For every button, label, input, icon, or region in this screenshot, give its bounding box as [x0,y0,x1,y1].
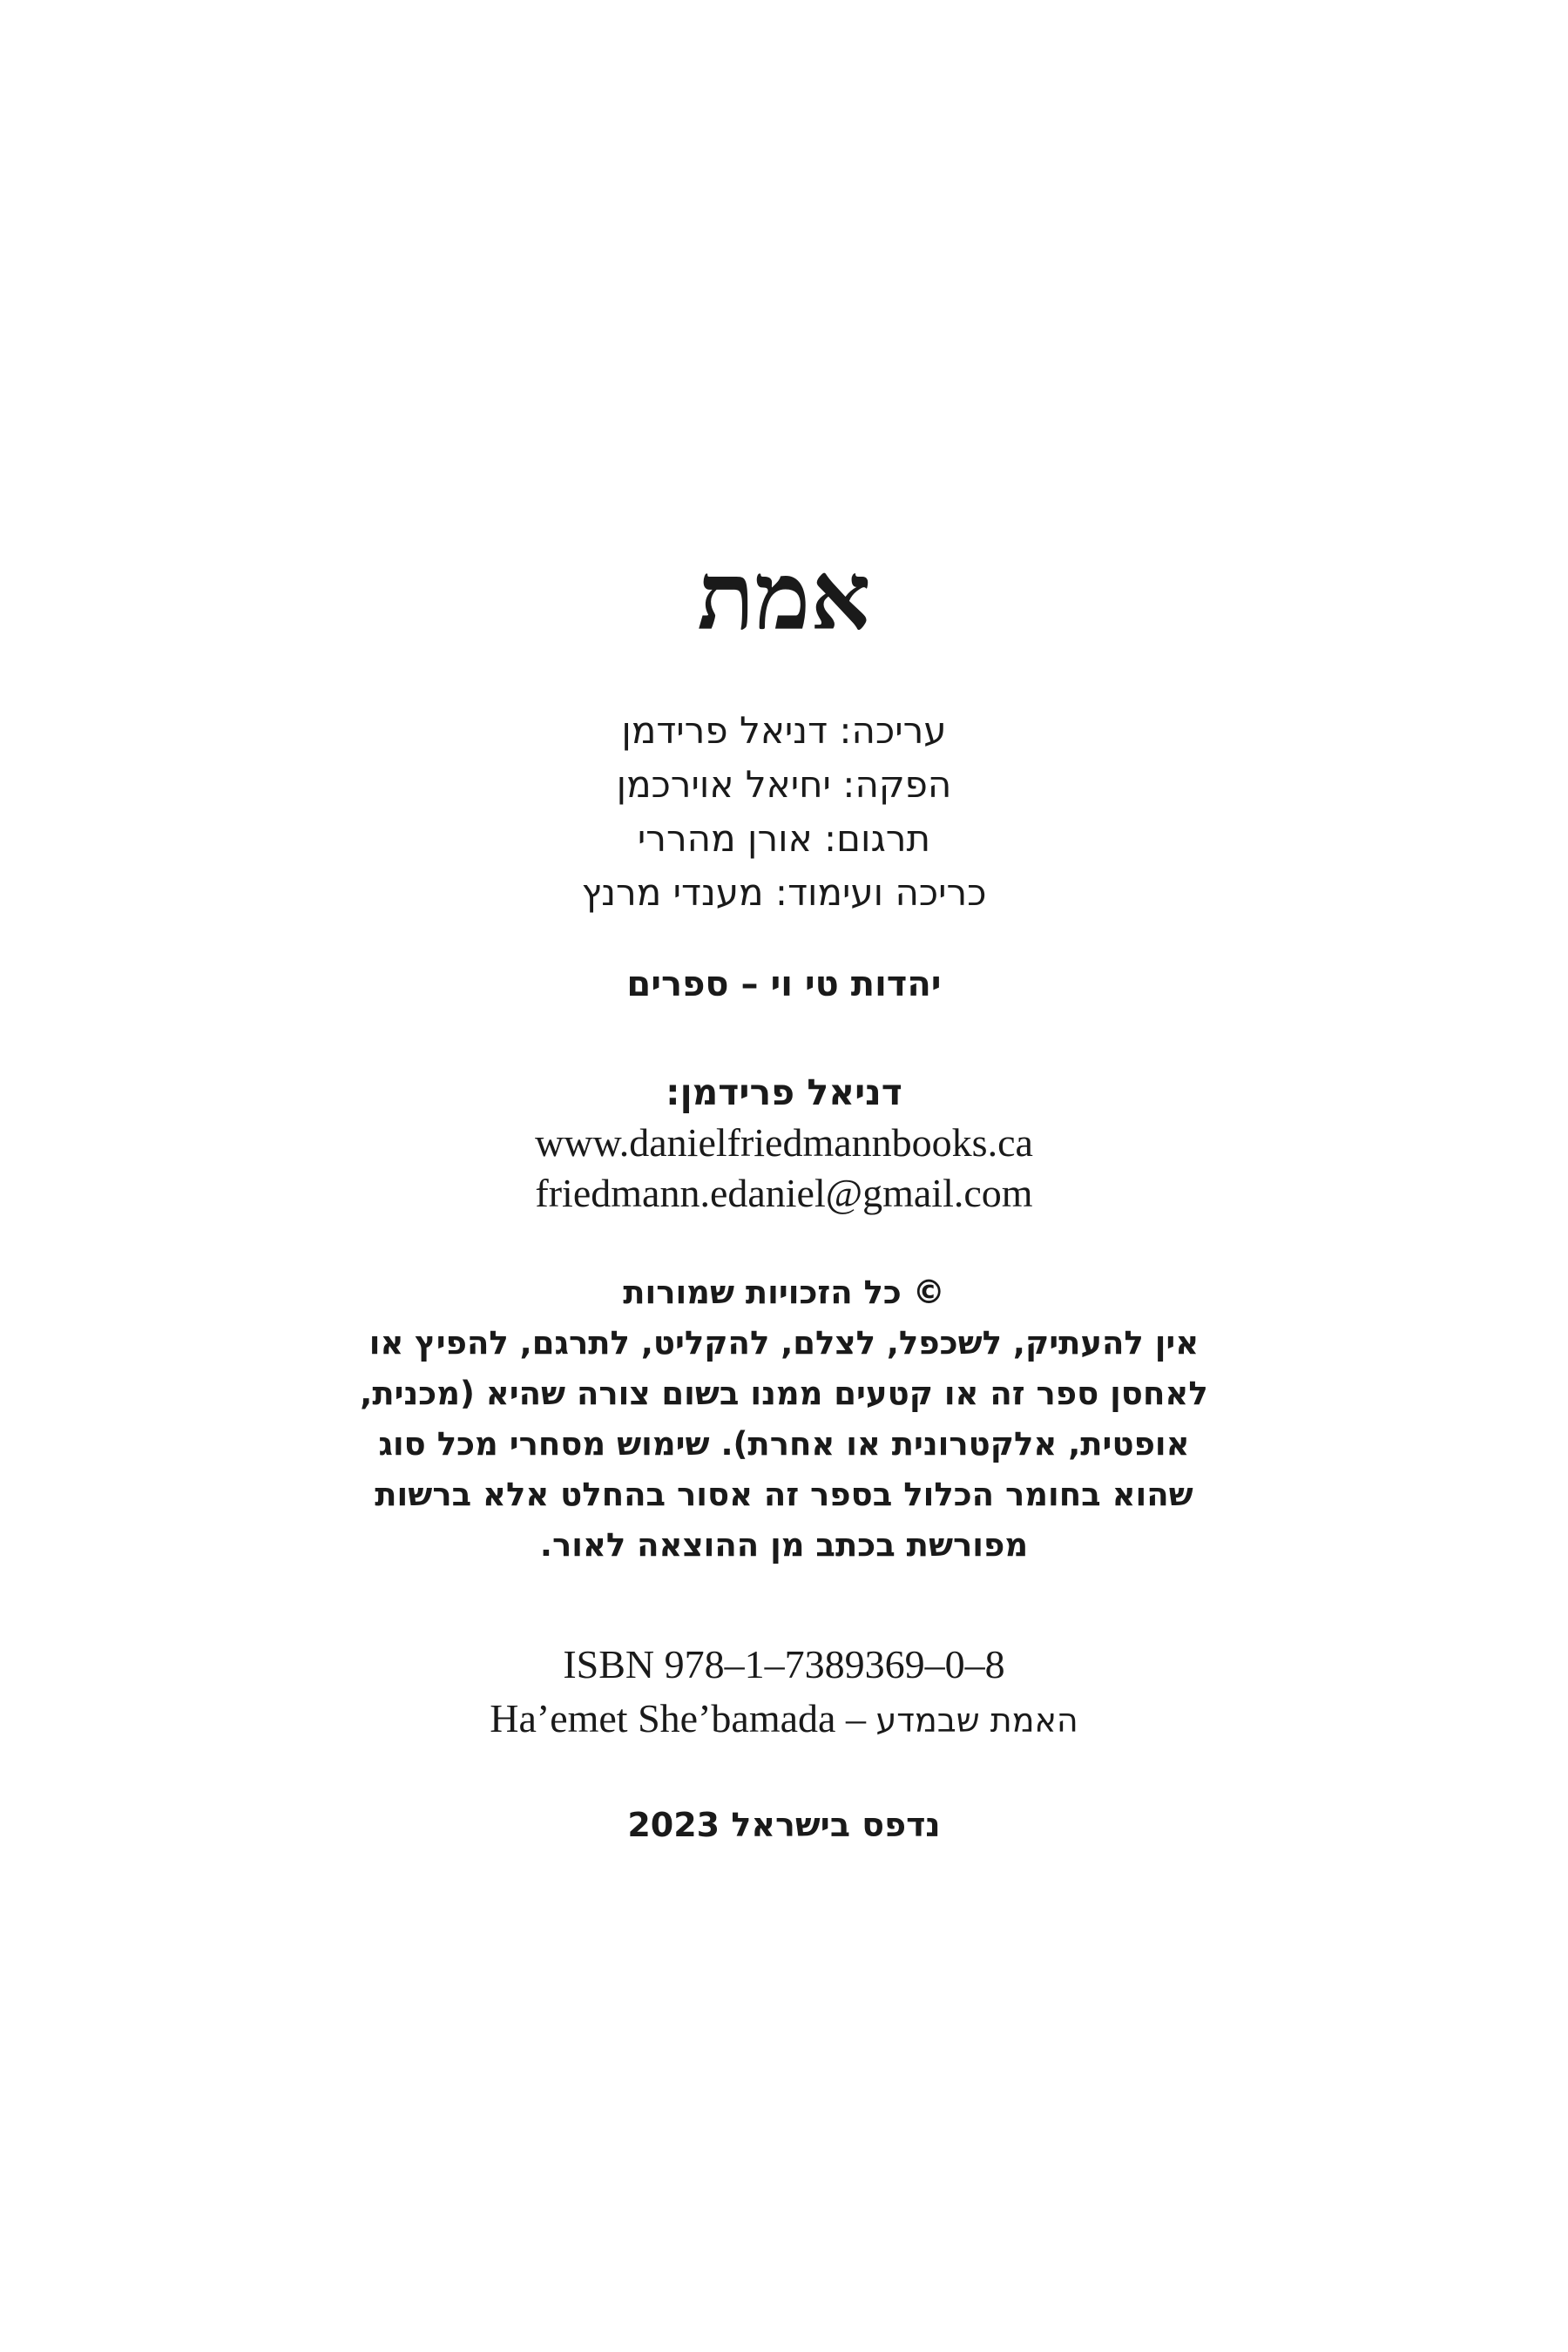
rights-line: לאחסן ספר זה או קטעים ממנו בשום צורה שהיא (מכנית, [360,1375,1208,1412]
credit-translation: תרגום: אורן מהררי [637,817,931,860]
title-latin: Ha’emet She’bamada [490,1696,836,1740]
author-website: www.danielfriedmannbooks.ca [535,1120,1033,1165]
rights-notice [0,1267,1568,1571]
rights-line: שהוא בחומר הכלול בספר זה אסור בהחלט אלא ברשות [375,1476,1193,1513]
printed-in-israel: נדפס בישראל 2023 [627,1806,941,1844]
contact-heading: דניאל פרידמן: [666,1071,902,1113]
author-contact [0,1067,1568,1219]
rights-line: מפורשת בכתב מן ההוצאה לאור. [539,1526,1029,1564]
book-title: אמת [697,542,871,652]
rights-text [0,1318,1568,1571]
credit-cover-layout: כריכה ועימוד: מענדי מרנץ [581,871,987,914]
author-email: friedmann.edaniel@gmail.com [535,1171,1033,1215]
isbn-block [0,1638,1568,1747]
credit-editing: עריכה: דניאל פרידמן [621,709,947,752]
book-title-transliteration [0,1692,1568,1747]
copyright-line: © כל הזכויות שמורות [623,1274,945,1311]
title-hebrew: האמת שבמדע [875,1701,1078,1740]
publisher-name: יהדות טי וי – ספרים [626,964,942,1004]
rights-line: אופטית, אלקטרונית או אחרת). שימוש מסחרי מכל סוג [378,1425,1190,1463]
credit-production: הפקה: יחיאל אוירכמן [616,763,952,806]
title-separator: – [835,1696,876,1740]
rights-line: אין להעתיק, לשכפל, לצלם, להקליט, לתרגם, להפיץ או [368,1324,1200,1362]
isbn-number: ISBN 978–1–7389369–0–8 [563,1642,1005,1686]
credits-list [0,704,1568,920]
